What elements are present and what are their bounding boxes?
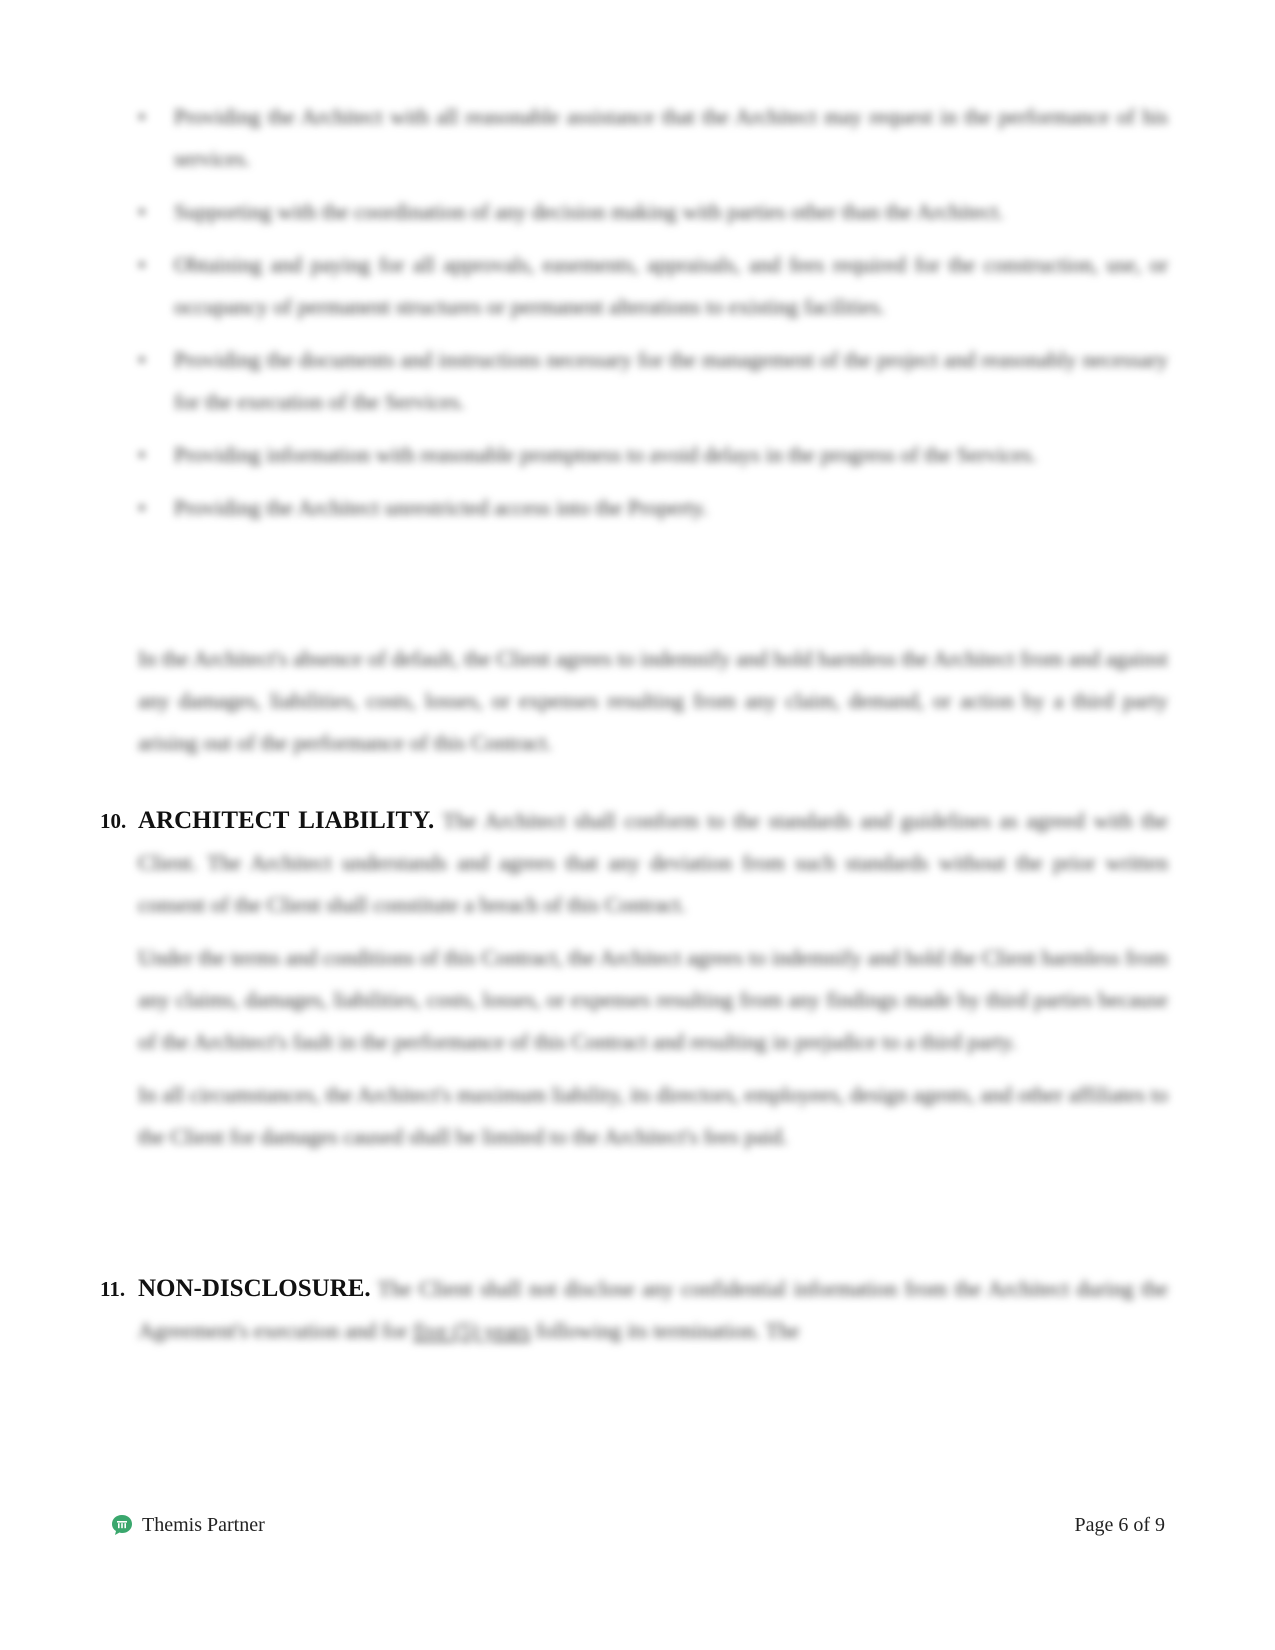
list-item xyxy=(138,244,1168,328)
bullet-icon: • xyxy=(138,347,146,372)
themis-logo-icon xyxy=(110,1513,134,1537)
list-item xyxy=(138,434,1168,476)
list-item xyxy=(138,339,1168,423)
section-number: 11. xyxy=(100,1277,126,1301)
bullet-text: Providing the Architect with all reasonable assistance that the Architect may request in the performance of his services. xyxy=(174,104,1168,171)
list-item xyxy=(138,96,1168,180)
list-item xyxy=(138,191,1168,233)
page-number: Page 6 of 9 xyxy=(1074,1513,1165,1536)
section-paragraph: Under the terms and conditions of this Contract, the Architect agrees to indemnify and hold the Client harmless from any claims, damages, liabilities, costs, losses, or expenses resulting from any findings made by third parties because of the Architect's fault in the performance of this Contract and resulting in prejudice to a third party. xyxy=(138,945,1168,1054)
bullet-icon: • xyxy=(138,495,146,520)
list-item xyxy=(138,487,1168,529)
section-heading: ARCHITECT LIABILITY. xyxy=(138,807,435,834)
bullet-list xyxy=(138,96,1168,540)
bullet-icon: • xyxy=(138,442,146,467)
footer-brand-name: Themis Partner xyxy=(142,1513,265,1536)
bullet-icon: • xyxy=(138,104,146,129)
bullet-text: Obtaining and paying for all approvals, easements, appraisals, and fees required for the construction, use, or occupancy of permanent structures or permanent alterations to existing facilities. xyxy=(174,252,1168,319)
bullet-icon: • xyxy=(138,252,146,277)
bullet-text: Providing information with reasonable promptness to avoid delays in the progress of the Services. xyxy=(174,442,1037,467)
indemnity-paragraph: In the Architect's absence of default, the Client agrees to indemnify and hold harmless the Architect from and against any damages, liabilities, costs, losses, or expenses resulting from any claim, demand, or action by a third party arising out of the performance of this Contract. xyxy=(138,646,1168,755)
section-first-line xyxy=(100,800,1168,926)
bullet-text: Supporting with the coordination of any decision making with parties other than the Architect. xyxy=(174,199,1004,224)
bullet-icon: • xyxy=(138,199,146,224)
footer-brand xyxy=(110,1513,265,1537)
section-paragraph: In all circumstances, the Architect's maximum liability, its directors, employees, design agents, and other affiliates to the Client for damages caused shall be limited to the Architect's fees paid. xyxy=(138,1082,1168,1149)
section-architect-liability xyxy=(100,800,1168,1158)
section-body xyxy=(138,800,1168,926)
section-non-disclosure xyxy=(100,1268,1168,1352)
page-footer xyxy=(110,1510,1165,1540)
bullet-text: Providing the Architect unrestricted access into the Property. xyxy=(174,495,708,520)
section-text: The Architect shall conform to the standards and guidelines as agreed with the Client. The Architect understands and agrees that any deviation from such standards without the prior written consent of the Client shall constitute a breach of this Contract. xyxy=(138,808,1169,917)
duration-term: five (5) years xyxy=(413,1318,531,1343)
section-body xyxy=(138,1268,1168,1352)
section-heading: NON-DISCLOSURE. xyxy=(138,1275,371,1302)
section-text-before: The Client shall not disclose any confidential information from the Architect during the Agreement's execution and for xyxy=(138,1276,1168,1343)
bullet-text: Providing the documents and instructions necessary for the management of the project and reasonably necessary for the execution of the Services. xyxy=(174,347,1168,414)
section-text-after: following its termination. The xyxy=(535,1318,800,1343)
section-first-line xyxy=(100,1268,1168,1352)
section-number: 10. xyxy=(100,809,127,833)
